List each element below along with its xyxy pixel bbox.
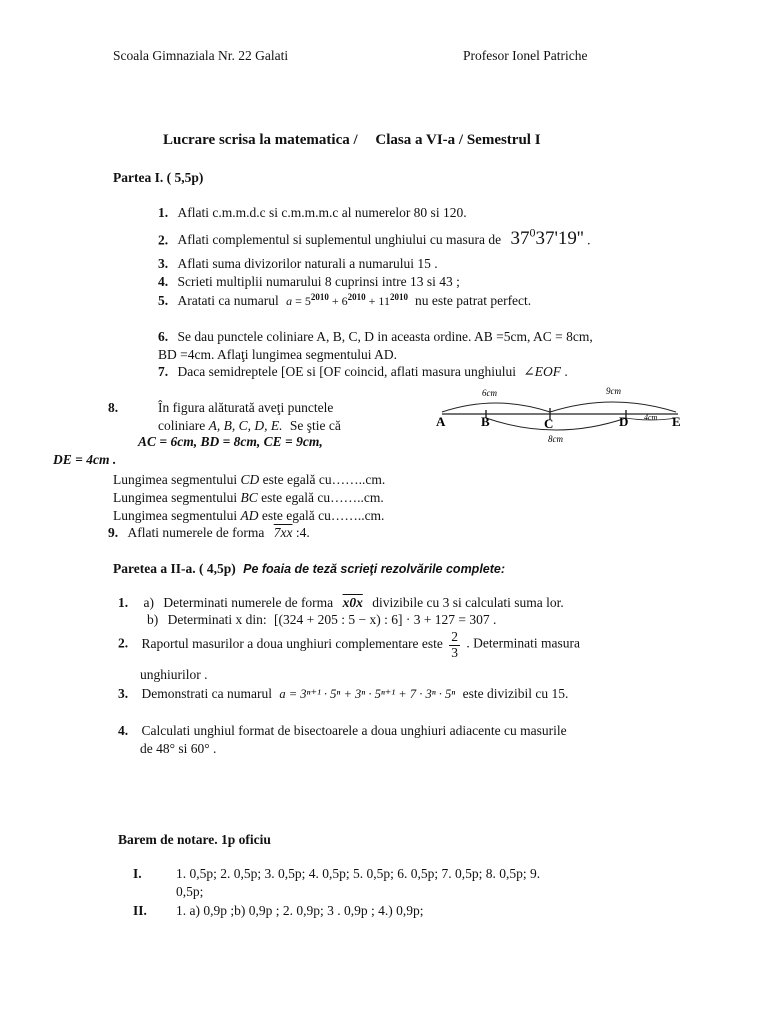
item-8-line4: DE = 4cm . (53, 452, 117, 467)
item-end: . (564, 364, 568, 379)
part1-item-6-line2: BD =4cm. Aflaţi lungimea segmentului AD. (158, 347, 397, 362)
part2-problem-4 (118, 723, 567, 739)
fraction-denominator: 3 (451, 644, 459, 660)
arc-bd (486, 418, 626, 430)
item-text: Scrieti multiplii numarului 8 cuprinsi intre 13 si 43 ; (177, 274, 460, 289)
part1-item-4 (158, 274, 460, 290)
item-text: Raportul masurilor a doua unghiuri complementare este (141, 635, 443, 651)
item-8-line2 (158, 418, 341, 434)
part2-problem-4-line2: de 48° si 60° . (140, 741, 217, 756)
item-8-question-2 (113, 490, 384, 506)
angle-value (510, 228, 583, 249)
exponent: 2010 (347, 292, 366, 302)
point-c: C (544, 416, 554, 431)
text: este egală cu……..cm. (261, 508, 385, 523)
part1-heading: Partea I. ( 5,5p) (113, 170, 204, 185)
angle-minutes-seconds: 37'19'' (535, 228, 584, 250)
item-text: Aflati c.m.m.d.c si c.m.m.m.c al numerelor 80 si 120. (177, 205, 467, 220)
part2-title: Paretea a II-a. ( 4,5p) (113, 561, 236, 576)
label-bd: 8cm (548, 434, 563, 444)
item-text-end: este divizibil cu 15. (462, 686, 569, 701)
point-b: B (481, 414, 490, 429)
part1-item-9 (108, 525, 310, 541)
part1-item-1 (158, 205, 467, 221)
fraction-numerator: 2 (451, 629, 459, 644)
item-number: 2. (158, 232, 169, 248)
title-left: Lucrare scrisa la matematica / (163, 132, 358, 148)
part1-item-6 (158, 329, 593, 345)
fraction (449, 630, 460, 659)
item-number: 1. (158, 205, 169, 220)
item-text: Demonstrati ca numarul (141, 686, 272, 701)
formula-part: + 11 (368, 294, 390, 308)
formula-part: = 5 (295, 294, 311, 308)
part2-problem-1a (118, 595, 564, 611)
item-text: Calculati unghiul format de bisectoarele a doua unghiuri adiacente cu masurile (141, 723, 567, 738)
label-de: 4cm (644, 413, 658, 422)
text: Lungimea segmentului (113, 508, 238, 523)
item-text: Aflati numerele de forma (127, 525, 265, 540)
exponent: 2010 (310, 292, 329, 302)
item-text: Daca semidreptele [OE si [OF coincid, aflati masura unghiului (177, 364, 517, 379)
item-number: 3. (158, 256, 169, 271)
item-number: 4. (118, 723, 129, 738)
segment: AD (240, 508, 259, 523)
grading-row-1: 1. 0,5p; 2. 0,5p; 3. 0,5p; 4. 0,5p; 5. 0,5p; 6. 0,5p; 7. 0,5p; 8. 0,5p; 9. (176, 866, 541, 881)
item-number: 4. (158, 274, 169, 289)
grading-heading: Barem de notare. 1p oficiu (118, 832, 271, 847)
part1-item-5 (158, 292, 531, 309)
item-8-line3: AC = 6cm, BD = 8cm, CE = 9cm, (138, 434, 323, 449)
teacher-name: Profesor Ionel Patriche (463, 48, 588, 63)
part2-problem-3 (118, 686, 568, 702)
text: Lungimea segmentului (113, 490, 238, 505)
equation: [(324 + 205 : 5 − x) : 6] · 3 + 127 = 307 . (273, 612, 497, 627)
part1-item-7 (158, 364, 568, 380)
text: este egală cu……..cm. (262, 472, 386, 487)
formula-part: + 6 (331, 294, 348, 308)
part2-problem-2 (118, 630, 580, 659)
item-text-post: nu este patrat perfect. (414, 293, 532, 308)
text: Se ştie că (289, 418, 341, 433)
grading-row-2: 1. a) 0,9p ;b) 0,9p ; 2. 0,9p; 3 . 0,9p ; 4.) 0,9p; (176, 903, 424, 918)
angle-symbol: ∠EOF (523, 364, 561, 379)
item-8-question-1 (113, 472, 385, 488)
var-a: a (286, 294, 293, 308)
item-text: Aratati ca numarul (177, 293, 279, 308)
item-number: 9. (108, 525, 119, 540)
part2-problem-1b (147, 612, 496, 628)
part2-problem-2-line2: unghiurilor . (140, 667, 208, 682)
item-text-end: divizibile cu 3 si calculati suma lor. (372, 595, 564, 610)
formula: a = 3ⁿ⁺¹ · 5ⁿ + 3ⁿ · 5ⁿ⁺¹ + 7 · 3ⁿ · 5ⁿ (279, 687, 456, 701)
item-text: Aflati complementul si suplementul unghiului cu masura de (177, 232, 502, 248)
item-number: 3. (118, 686, 129, 701)
formula (286, 294, 411, 308)
item-text: Se dau punctele coliniare A, B, C, D in aceasta ordine. AB =5cm, AC = 8cm, (177, 329, 593, 344)
page-title (163, 131, 541, 149)
point-e: E (672, 414, 681, 429)
points-list: A, B, C, D, E. (208, 418, 283, 433)
angle-degrees: 37 (510, 228, 530, 250)
item-number: 1. (118, 595, 129, 610)
item-text-end: . Determinati masura (466, 635, 581, 651)
part1-item-3 (158, 256, 438, 272)
item-text: Aflati suma divizorilor naturali a numarului 15 . (177, 256, 438, 271)
part2-instructions: Pe foaia de teză scrieţi rezolvările complete: (243, 562, 506, 576)
text: este egală cu……..cm. (261, 490, 384, 505)
title-right: Clasa a VI-a / Semestrul I (375, 132, 541, 148)
sub-label: b) (147, 612, 159, 627)
divisibility: :4. (295, 525, 310, 540)
arc-ce (550, 402, 676, 412)
item-number: 6. (158, 329, 169, 344)
text: coliniare (158, 418, 206, 433)
item-number: 2. (118, 635, 129, 651)
item-8-question-3 (113, 508, 384, 524)
grading-row-2-label: II. (133, 903, 147, 918)
item-text: Determinati numerele de forma (163, 595, 334, 610)
segment: CD (240, 472, 260, 487)
point-d: D (619, 414, 629, 429)
item-8-line1: În figura alăturată aveţi punctele (158, 400, 334, 415)
school-name: Scoala Gimnaziala Nr. 22 Galati (113, 48, 289, 63)
exponent: 2010 (389, 292, 408, 302)
number-form: x0x (342, 595, 363, 610)
grading-row-1-line2: 0,5p; (176, 884, 204, 899)
text: Lungimea segmentului (113, 472, 238, 487)
item-end: . (587, 232, 591, 248)
grading-row-1-label: I. (133, 866, 142, 881)
item-8-number: 8. (108, 400, 119, 415)
item-text: Determinati x din: (167, 612, 267, 627)
segment: BC (240, 490, 258, 505)
arc-ac (442, 403, 550, 412)
point-a: A (436, 414, 446, 429)
collinear-points-figure (430, 382, 690, 446)
item-number: 7. (158, 364, 169, 379)
item-number: 5. (158, 293, 169, 308)
degree-mark: 0 (529, 226, 536, 240)
label-ac: 6cm (482, 388, 497, 398)
part1-item-2 (158, 226, 590, 251)
sub-label: a) (143, 595, 154, 610)
number-form: 7xx (273, 525, 293, 540)
part2-heading (113, 561, 505, 577)
label-ce: 9cm (606, 386, 621, 396)
